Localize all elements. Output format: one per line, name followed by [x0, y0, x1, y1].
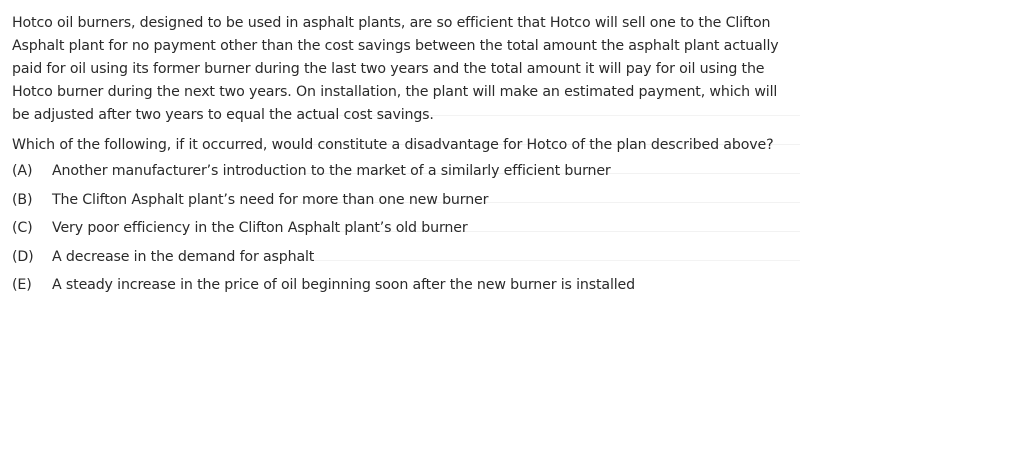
option-text: Another manufacturer’s introduction to the market of a similarly efficient burner: [52, 163, 611, 179]
option-b[interactable]: [12, 192, 802, 221]
option-e[interactable]: [12, 277, 802, 306]
option-text: Very poor efficiency in the Clifton Asphalt plant’s old burner: [52, 220, 468, 236]
question-page: [12, 12, 802, 306]
option-letter: (C): [12, 220, 33, 236]
stimulus-passage: Hotco oil burners, designed to be used in asphalt plants, are so efficient that Hotco will sell one to the Clifton Asphalt plant for no payment other than the cost savings between the total amount the asphalt plant actually paid for oil using its former burner during the last two years and the total amount it will pay for oil using the Hotco burner during the next two years. On installation, the plant will make an estimated payment, which will be adjusted after two years to equal the actual cost savings.: [12, 15, 779, 123]
option-text: A decrease in the demand for asphalt: [52, 248, 315, 265]
option-a[interactable]: [12, 163, 802, 192]
option-d[interactable]: [12, 249, 802, 278]
answer-options: [12, 163, 802, 306]
option-letter: (A): [12, 163, 33, 179]
option-text: The Clifton Asphalt plant’s need for more than one new burner: [52, 191, 489, 208]
option-letter: (B): [12, 191, 33, 208]
option-c[interactable]: [12, 220, 802, 249]
question-stem: Which of the following, if it occurred, would constitute a disadvantage for Hotco of the plan described above?: [12, 137, 774, 153]
option-letter: (E): [12, 277, 32, 293]
option-text: A steady increase in the price of oil beginning soon after the new burner is installed: [52, 277, 635, 293]
option-letter: (D): [12, 248, 34, 265]
